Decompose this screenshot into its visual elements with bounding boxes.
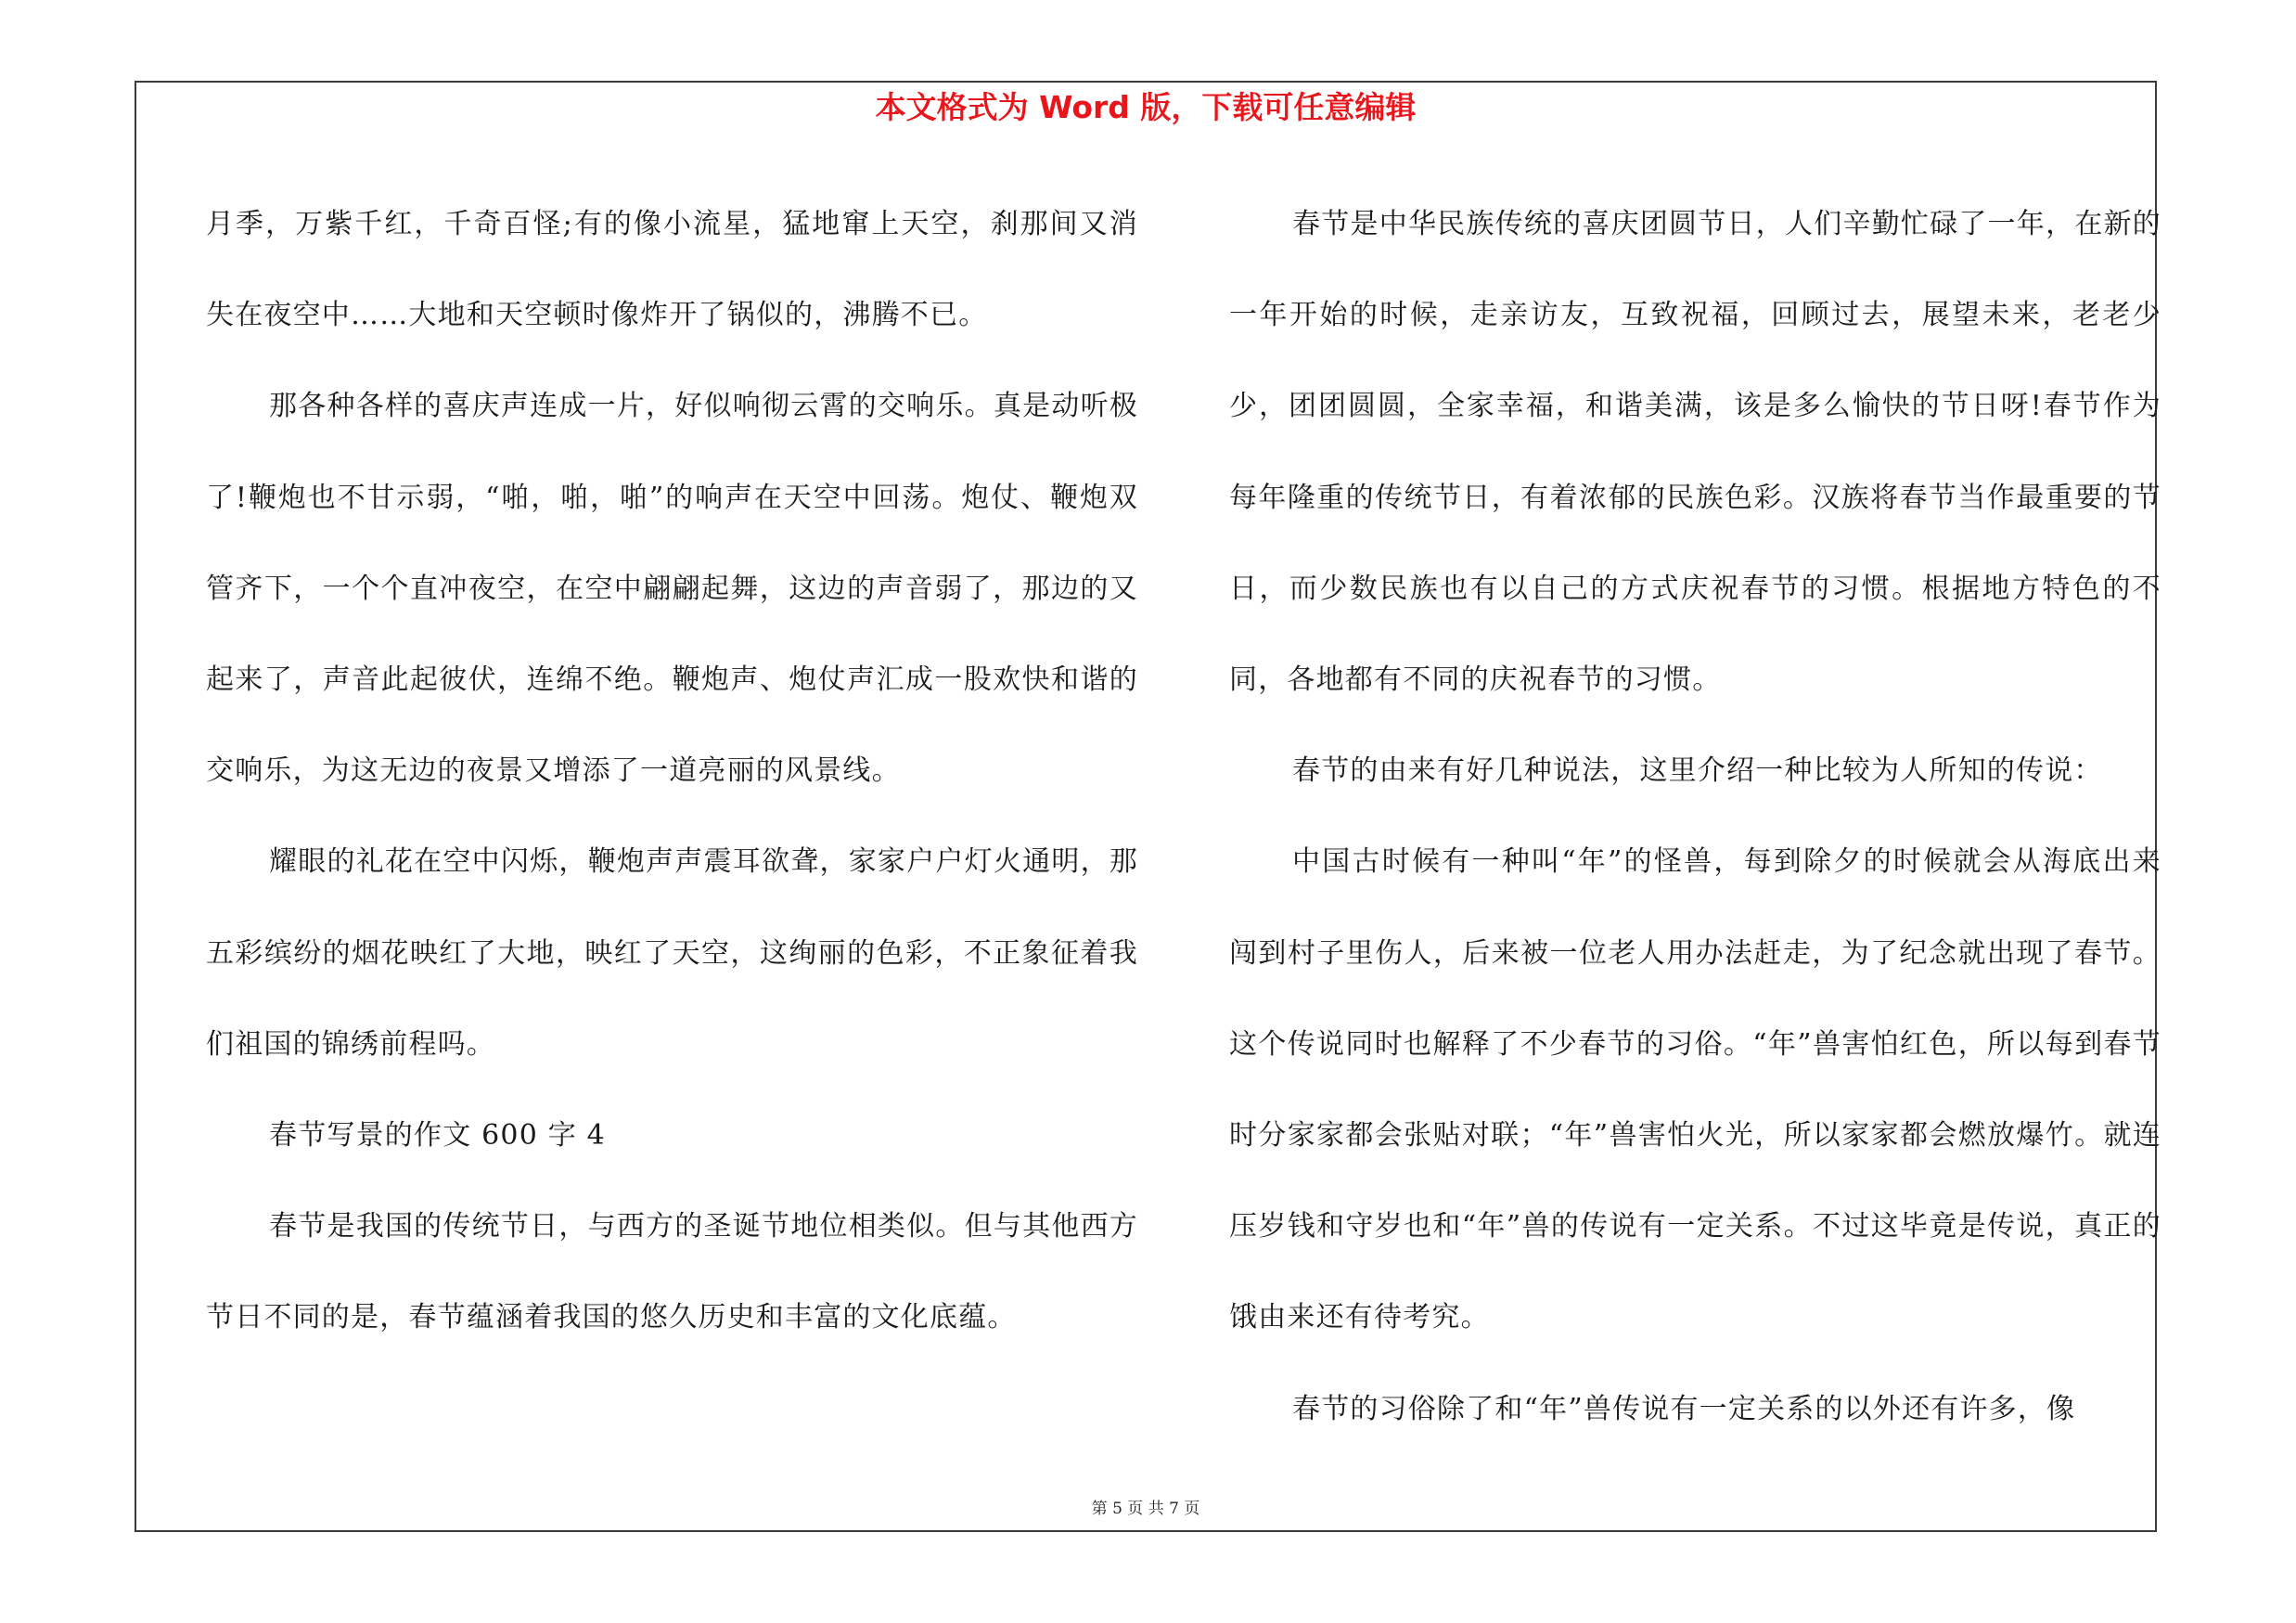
page-number-footer: 第 5 页 共 7 页 bbox=[1091, 1500, 1200, 1518]
paragraph: 耀眼的礼花在空中闪烁，鞭炮声声震耳欲聋，家家户户灯火通明，那五彩缤纷的烟花映红了大地，映红了天空，这绚丽的色彩，不正象征着我们祖国的锦绣前程吗。 bbox=[206, 845, 1138, 1061]
right-text-column bbox=[1229, 179, 2161, 1455]
editable-format-banner: 本文格式为 Word 版，下载可任意编辑 bbox=[875, 89, 1417, 125]
left-text-column bbox=[206, 179, 1138, 1364]
paragraph: 春节是中华民族传统的喜庆团圆节日，人们辛勤忙碌了一年，在新的一年开始的时候，走亲访友，互致祝福，回顾过去，展望未来，老老少少，团团圆圆，全家幸福，和谐美满，该是多么愉快的节日呀!春节作为每年隆重的传统节日，有着浓郁的民族色彩。汉族将春节当作最重要的节日，而少数民族也有以自己的方式庆祝春节的习惯。根据地方特色的不同，各地都有不同的庆祝春节的习惯。 bbox=[1229, 208, 2161, 697]
paragraph: 春节的习俗除了和“年”兽传说有一定关系的以外还有许多，像 bbox=[1292, 1392, 2076, 1425]
section-heading: 春节写景的作文 600 字 4 bbox=[269, 1119, 606, 1153]
paragraph: 中国古时候有一种叫“年”的怪兽，每到除夕的时候就会从海底出来闯到村子里伤人，后来被一位老人用办法赶走，为了纪念就出现了春节。这个传说同时也解释了不少春节的习俗。“年”兽害怕红色，所以每到春节时分家家都会张贴对联；“年”兽害怕火光，所以家家都会燃放爆竹。就连压岁钱和守岁也和“年”兽的传说有一定关系。不过这毕竟是传说，真正的饿由来还有待考究。 bbox=[1229, 845, 2161, 1334]
paragraph: 春节是我国的传统节日，与西方的圣诞节地位相类似。但与其他西方节日不同的是，春节蕴涵着我国的悠久历史和丰富的文化底蕴。 bbox=[206, 1210, 1138, 1334]
paragraph: 那各种各样的喜庆声连成一片，好似响彻云霄的交响乐。真是动听极了!鞭炮也不甘示弱，“啪，啪，啪”的响声在天空中回荡。炮仗、鞭炮双管齐下，一个个直冲夜空，在空中翩翩起舞，这边的声音弱了，那边的又起来了，声音此起彼伏，连绵不绝。鞭炮声、炮仗声汇成一股欢快和谐的交响乐，为这无边的夜景又增添了一道亮丽的风景线。 bbox=[206, 390, 1138, 788]
paragraph: 月季，万紫千红，千奇百怪;有的像小流星，猛地窜上天空，刹那间又消失在夜空中……大地和天空顿时像炸开了锅似的，沸腾不已。 bbox=[206, 208, 1138, 332]
paragraph: 春节的由来有好几种说法，这里介绍一种比较为人所知的传说： bbox=[1292, 754, 2103, 788]
page-frame bbox=[135, 81, 2161, 1532]
